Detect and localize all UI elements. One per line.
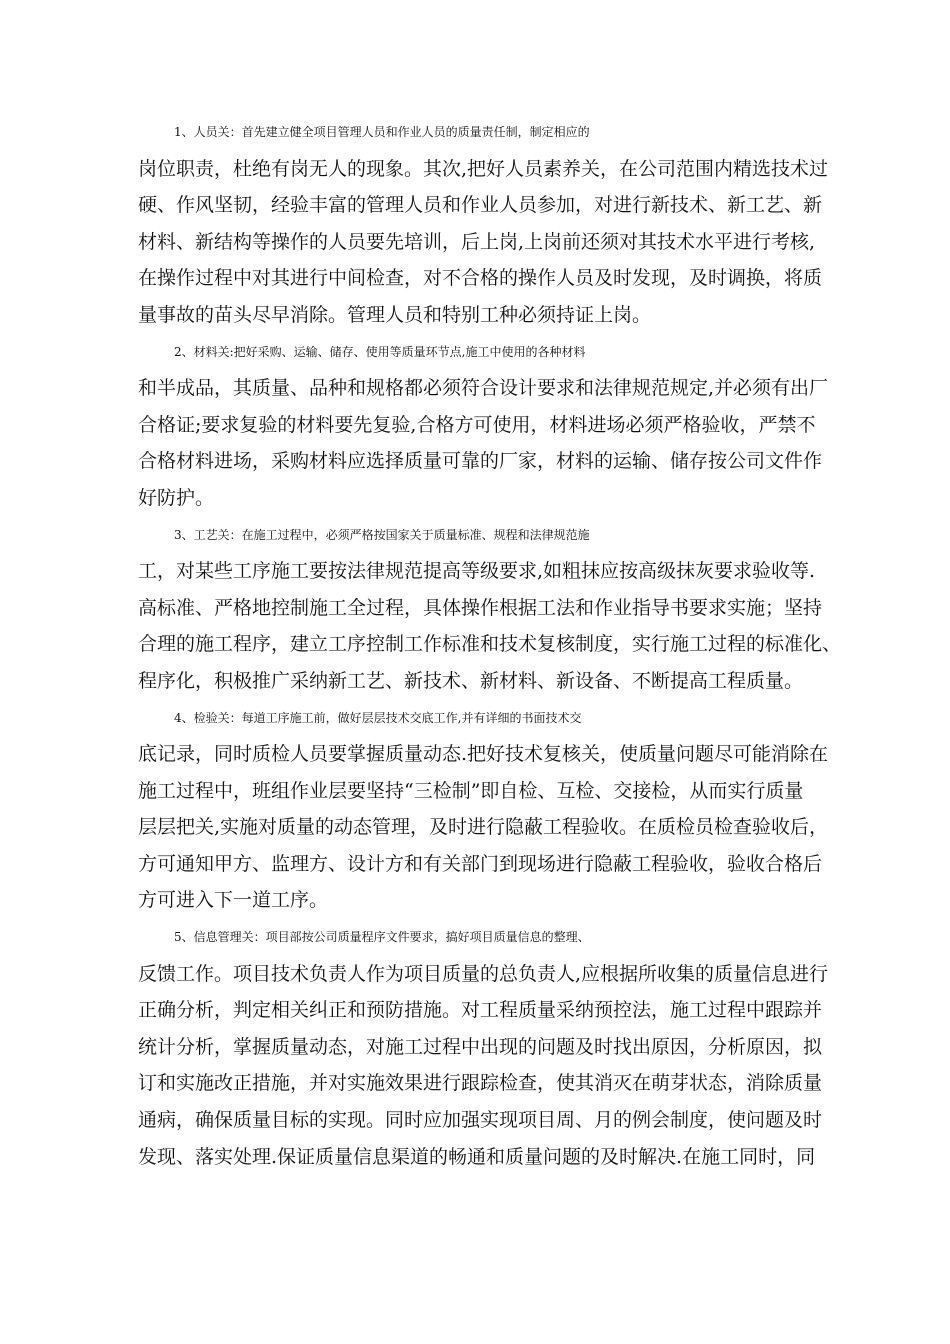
text-line: 统计分析，掌握质量动态，对施工过程中出现的问题及时找出原因，分析原因，拟 [138, 1035, 823, 1058]
text-line: 反馈工作。项目技术负责人作为项目质量的总负责人,应根据所收集的质量信息进行 [138, 962, 829, 985]
text-line: 方可进入下一道工序。 [138, 889, 329, 912]
text-line: 硬、作风坚韧，经验丰富的管理人员和作业人员参加，对进行新技术、新工艺、新 [138, 194, 823, 217]
document-page [138, 114, 850, 1175]
text-line: 高标准、严格地控制施工全过程，具体操作根据工法和作业指导书要求实施；坚持 [138, 596, 823, 619]
text-line: 合格证;要求复验的材料要先复验,合格方可使用，材料进场必须严格验收，严禁不 [138, 413, 816, 436]
text-line: 3、工艺关：在施工过程中，必须严格按国家关于质量标准、规程和法律规范施 [174, 527, 590, 542]
text-line: 量事故的苗头尽早消除。管理人员和特别工种必须持证上岗。 [138, 303, 652, 326]
text-line: 层层把关,实施对质量的动态管理，及时进行隐蔽工程验收。在质检员检查验收后， [138, 816, 829, 839]
text-line: 发现、落实处理.保证质量信息渠道的畅通和质量问题的及时解决.在施工同时，同 [138, 1145, 816, 1168]
text-line: 通病，确保质量目标的实现。同时应加强实现项目周、月的例会制度，使问题及时 [138, 1109, 823, 1132]
text-line: 1、人员关：首先建立健全项目管理人员和作业人员的质量责任制，制定相应的 [174, 125, 590, 139]
text-line: 4、检验关：每道工序施工前，做好层层技术交底工作,并有详细的书面技术交 [174, 710, 582, 725]
text-line: 程序化，积极推广采纳新工艺、新技术、新材料、新设备、不断提高工程质量。 [138, 669, 804, 692]
text-line: 5、信息管理关：项目部按公司质量程序文件要求，搞好项目质量信息的整理、 [174, 930, 590, 945]
paragraph-materials [138, 334, 850, 517]
text-line: 岗位职责，杜绝有岗无人的现象。其次,把好人员素养关，在公司范围内精选技术过 [138, 157, 829, 180]
text-line: 合理的施工程序，建立工序控制工作标准和技术复核制度，实行施工过程的标准化、 [138, 633, 842, 656]
paragraph-inspection [138, 700, 850, 920]
text-line: 2、材料关:把好采购、运输、储存、使用等质量环节点,施工中使用的各种材料 [174, 344, 586, 359]
text-line: 订和实施改正措施，并对实施效果进行跟踪检查，使其消灭在萌芽状态，消除质量 [138, 1072, 823, 1095]
text-line: 施工过程中，班组作业层要坚持“三检制”即自检、互检、交接检，从而实行质量 [138, 779, 804, 802]
text-line: 方可通知甲方、监理方、设计方和有关部门到现场进行隐蔽工程验收，验收合格后 [138, 852, 823, 875]
paragraph-information-management [138, 919, 850, 1175]
paragraph-process [138, 517, 850, 700]
text-line: 底记录，同时质检人员要掌握质量动态.把好技术复核关，使质量问题尽可能消除在 [138, 743, 829, 766]
paragraph-personnel [138, 114, 850, 334]
text-line: 正确分析，判定相关纠正和预防措施。对工程质量采纳预控法，施工过程中跟踪并 [138, 999, 823, 1022]
text-line: 材料、新结构等操作的人员要先培训，后上岗,上岗前还须对其技术水平进行考核, [138, 230, 816, 253]
text-line: 在操作过程中对其进行中间检查，对不合格的操作人员及时发现，及时调换，将质 [138, 267, 823, 290]
text-line: 合格材料进场，采购材料应选择质量可靠的厂家，材料的运输、储存按公司文件作 [138, 450, 823, 473]
text-line: 和半成品，其质量、品种和规格都必须符合设计要求和法律规范规定,并必须有出厂 [138, 377, 829, 400]
text-line: 工，对某些工序施工要按法律规范提高等级要求,如粗抹应按高级抹灰要求验收等. [138, 560, 816, 583]
text-line: 好防护。 [138, 486, 215, 509]
